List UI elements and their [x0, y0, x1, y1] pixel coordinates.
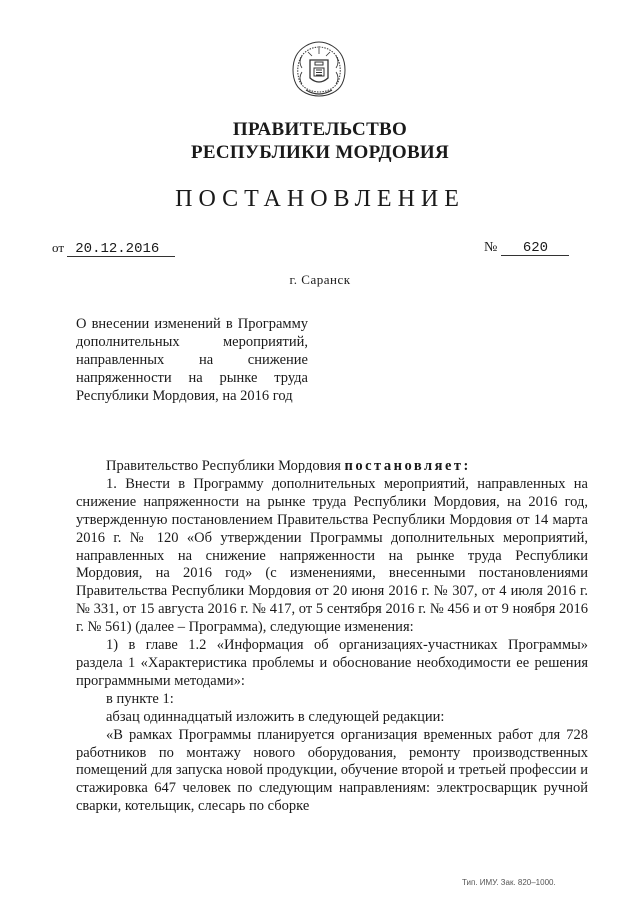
document-body	[76, 458, 588, 816]
body-paragraph: 1) в главе 1.2 «Информация об организациях-участниках Программы» раздела 1 «Характеристика проблемы и обоснование необходимости ее решения программными методами»:	[76, 637, 588, 689]
date-value: 20.12.2016	[67, 242, 175, 257]
decree-verb: постановляет:	[344, 458, 471, 474]
date-prefix: от	[52, 240, 65, 255]
body-paragraph	[76, 458, 588, 476]
city-label: г. Саранск	[289, 272, 351, 287]
body-paragraph: в пункте 1:	[106, 690, 174, 707]
document-type: ПОСТАНОВЛЕНИЕ	[175, 186, 465, 212]
number-field	[484, 240, 569, 256]
body-paragraph: «В рамках Программы планируется организация временных работ для 728 работников по монтажу нового оборудования, ремонту производственных помещений для запуска новой продукции, обучение второй и третьей профессии и стажировка 647 человек по следующим направлениям: электросварщик ручной сварки, котельщик, слесарь по сборке	[76, 726, 588, 815]
decree-lead: Правительство Республики Мордовия	[106, 458, 341, 474]
government-title-line1: ПРАВИТЕЛЬСТВО	[232, 119, 408, 140]
body-paragraph: 1. Внести в Программу дополнительных мероприятий, направленных на снижение напряженности на рынке труда Республики Мордовия, на 2016 год, утвержденную постановлением Правительства Республики Мордовия от 14 марта 2016 г. № 120 «Об утверждении Программы дополнительных мероприятий, направленных на снижение напряженности на рынке труда Республики Мордовия, на 2016 год» (с изменениями, внесенными постановлениями Правительства Республики Мордовия от 20 июня 2016 г. № 307, от 4 июля 2016 г. № 331, от 15 августа 2016 г. № 417, от 5 сентября 2016 г. № 456 и от 9 ноября 2016 г. № 561) (далее – Программа), следующие изменения:	[76, 475, 588, 636]
government-title-line2: РЕСПУБЛИКИ МОРДОВИЯ	[190, 142, 450, 163]
document-subject: О внесении изменений в Программу дополнительных мероприятий, направленных на снижение напряженности на рынке труда Республики Мордовия, на 2016 год	[76, 316, 308, 404]
print-mark: Тип. ИМУ. Зак. 820–1000.	[462, 878, 556, 887]
number-value: 620	[501, 241, 569, 256]
body-paragraph: абзац одиннадцатый изложить в следующей редакции:	[106, 708, 445, 725]
number-prefix: №	[484, 240, 498, 255]
coat-of-arms-icon	[288, 38, 350, 100]
date-field	[52, 240, 175, 257]
